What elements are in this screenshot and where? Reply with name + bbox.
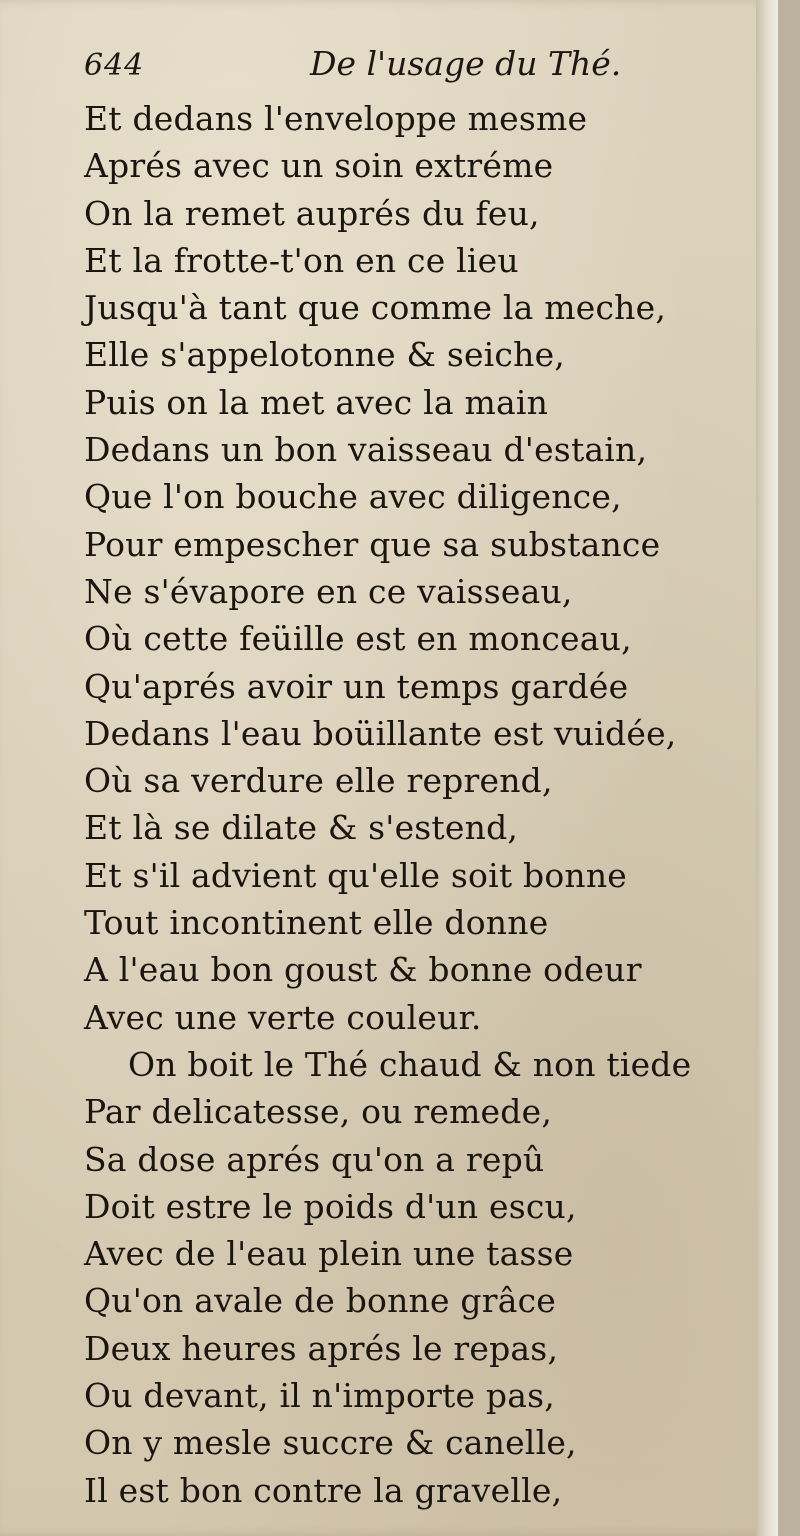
text-line: Qu'aprés avoir un temps gardée bbox=[84, 666, 629, 706]
text-line: Où sa verdure elle reprend, bbox=[84, 761, 553, 801]
page-number: 644 bbox=[84, 48, 145, 83]
text-line: Qu'on avale de bonne grâce bbox=[84, 1281, 557, 1321]
text-line: Jusqu'à tant que comme la meche, bbox=[84, 288, 667, 328]
text-line: Avec de l'eau plein une tasse bbox=[84, 1234, 574, 1274]
page-header bbox=[84, 40, 644, 100]
text-line: Que l'on bouche avec diligence, bbox=[84, 477, 622, 517]
text-line: Il est bon contre la gravelle, bbox=[84, 1470, 563, 1510]
text-line: Doit estre le poids d'un escu, bbox=[84, 1186, 577, 1226]
text-line: Où cette feüille est en monceau, bbox=[84, 619, 632, 659]
text-line: Aprés avec un soin extréme bbox=[84, 146, 554, 186]
text-line: Et la frotte-t'on en ce lieu bbox=[84, 240, 519, 280]
text-line: Tout incontinent elle donne bbox=[84, 903, 549, 943]
text-line: Et là se dilate & s'estend, bbox=[84, 808, 519, 848]
text-line: Ne s'évapore en ce vaisseau, bbox=[84, 571, 573, 611]
text-line: On la remet auprés du feu, bbox=[84, 193, 540, 233]
text-line: Pour empescher que sa substance bbox=[84, 524, 661, 564]
poem-text bbox=[84, 95, 764, 1514]
text-line: Deux heures aprés le repas, bbox=[84, 1328, 559, 1368]
text-line: Elle s'appelotonne & seiche, bbox=[84, 335, 565, 375]
text-line: A l'eau bon goust & bonne odeur bbox=[84, 950, 642, 990]
running-title: De l'usage du Thé. bbox=[310, 44, 622, 83]
text-line: Avec une verte couleur. bbox=[84, 997, 482, 1037]
text-line: Et s'il advient qu'elle soit bonne bbox=[84, 855, 628, 895]
text-line: Et dedans l'enveloppe mesme bbox=[84, 99, 588, 138]
text-line: Ou devant, il n'importe pas, bbox=[84, 1376, 555, 1416]
text-line: Dedans un bon vaisseau d'estain, bbox=[84, 430, 648, 470]
text-line: Sa dose aprés qu'on a repû bbox=[84, 1139, 545, 1179]
text-line: Puis on la met avec la main bbox=[84, 382, 549, 422]
text-line: Par delicatesse, ou remede, bbox=[84, 1092, 553, 1132]
text-line: On boit le Thé chaud & non tiede bbox=[128, 1044, 692, 1084]
text-line: On y mesle succre & canelle, bbox=[84, 1423, 577, 1463]
text-line: Dedans l'eau boüillante est vuidée, bbox=[84, 713, 677, 753]
